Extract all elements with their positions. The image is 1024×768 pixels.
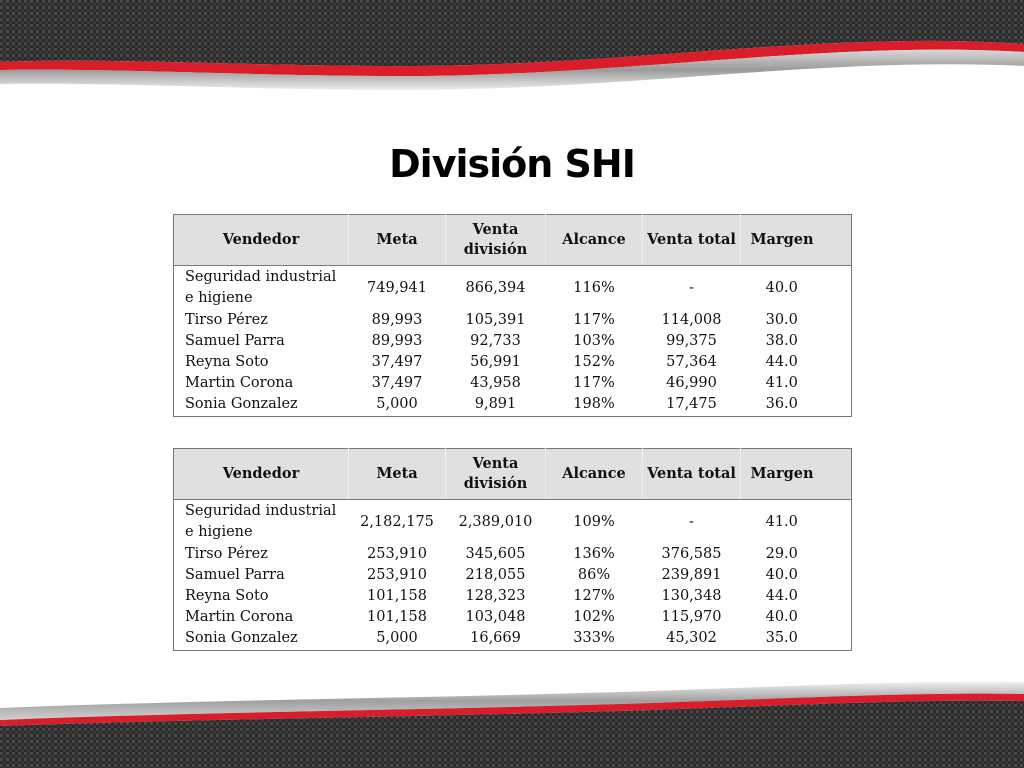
cell-venta-total: 376,585 xyxy=(661,546,722,562)
cell-venta-division: 56,991 xyxy=(470,354,521,370)
cell-vendedor: Samuel Parra xyxy=(185,567,285,583)
header-venta-division: Venta división xyxy=(446,215,546,266)
cell-vendedor: Tirso Pérez xyxy=(185,312,268,328)
cell-margen: 41.0 xyxy=(765,375,798,391)
table-row xyxy=(174,394,852,417)
header-meta: Meta xyxy=(349,449,446,500)
cell-venta-total: 57,364 xyxy=(666,354,717,370)
table-row xyxy=(174,586,852,607)
header-vendedor: Vendedor xyxy=(174,215,349,266)
cell-margen: 30.0 xyxy=(765,312,798,328)
cell-alcance: 117% xyxy=(573,375,615,391)
cell-vendedor: Reyna Soto xyxy=(185,354,269,370)
header-venta-division: Venta división xyxy=(446,449,546,500)
cell-margen: 36.0 xyxy=(765,396,798,412)
cell-margen: 40.0 xyxy=(765,567,798,583)
cell-meta: 37,497 xyxy=(371,354,423,370)
header-vendedor: Vendedor xyxy=(174,449,349,500)
bottom-decorative-band xyxy=(0,668,1024,768)
cell-venta-division: 103,048 xyxy=(465,609,526,625)
cell-venta-total: 115,970 xyxy=(661,609,722,625)
cell-venta-division: 43,958 xyxy=(470,375,521,391)
cell-margen: 40.0 xyxy=(765,609,798,625)
cell-margen: 41.0 xyxy=(765,513,798,530)
cell-margen: 44.0 xyxy=(765,354,798,370)
cell-alcance: 333% xyxy=(573,630,615,646)
cell-venta-total: 17,475 xyxy=(666,396,717,412)
cell-vendedor: Martin Corona xyxy=(185,375,294,391)
header-venta-total: Venta total xyxy=(643,215,741,266)
header-margen: Margen xyxy=(741,215,852,266)
cell-margen: 29.0 xyxy=(765,546,798,562)
cell-vendedor: Reyna Soto xyxy=(185,588,269,604)
cell-alcance: 152% xyxy=(573,354,615,370)
cell-venta-division: 866,394 xyxy=(465,279,526,296)
cell-venta-total: 239,891 xyxy=(661,567,722,583)
table-row xyxy=(174,266,852,311)
cell-venta-division: 128,323 xyxy=(465,588,526,604)
cell-alcance: 136% xyxy=(573,546,615,562)
table-header-row xyxy=(174,449,852,500)
cell-alcance: 127% xyxy=(573,588,615,604)
table-row xyxy=(174,628,852,651)
cell-alcance: 103% xyxy=(573,333,615,349)
cell-venta-division: 218,055 xyxy=(465,567,526,583)
table-row xyxy=(174,310,852,331)
cell-venta-total: 45,302 xyxy=(666,630,717,646)
slide-title: División SHI xyxy=(389,142,635,186)
cell-meta: 37,497 xyxy=(371,375,423,391)
cell-meta: 89,993 xyxy=(371,333,423,349)
cell-venta-total: 130,348 xyxy=(661,588,722,604)
cell-alcance: 116% xyxy=(573,279,615,296)
table-row xyxy=(174,544,852,565)
table-header-row xyxy=(174,215,852,266)
cell-meta: 253,910 xyxy=(367,567,427,583)
cell-venta-division: 2,389,010 xyxy=(458,513,533,530)
cell-venta-total: - xyxy=(689,513,694,530)
cell-venta-total: 114,008 xyxy=(661,312,722,328)
sales-table-2 xyxy=(173,448,852,651)
cell-venta-division: 345,605 xyxy=(465,546,526,562)
cell-alcance: 86% xyxy=(577,567,611,583)
cell-vendedor: Seguridad industrial e higiene xyxy=(185,269,337,306)
header-venta-total: Venta total xyxy=(643,449,741,500)
cell-meta: 253,910 xyxy=(367,546,427,562)
cell-venta-total: 46,990 xyxy=(666,375,717,391)
cell-meta: 89,993 xyxy=(371,312,423,328)
cell-alcance: 109% xyxy=(573,513,615,530)
cell-venta-total: - xyxy=(689,279,694,296)
cell-venta-division: 92,733 xyxy=(470,333,521,349)
cell-venta-division: 9,891 xyxy=(474,396,517,412)
cell-meta: 2,182,175 xyxy=(360,513,434,530)
cell-venta-division: 105,391 xyxy=(465,312,526,328)
table-row xyxy=(174,352,852,373)
cell-meta: 101,158 xyxy=(367,609,427,625)
cell-margen: 40.0 xyxy=(765,279,798,296)
table-row xyxy=(174,565,852,586)
header-alcance: Alcance xyxy=(546,449,643,500)
table-row xyxy=(174,500,852,545)
cell-margen: 44.0 xyxy=(765,588,798,604)
cell-vendedor: Sonia Gonzalez xyxy=(185,396,298,412)
cell-meta: 101,158 xyxy=(367,588,427,604)
header-alcance: Alcance xyxy=(546,215,643,266)
cell-vendedor: Tirso Pérez xyxy=(185,546,268,562)
cell-margen: 38.0 xyxy=(765,333,798,349)
table-row xyxy=(174,373,852,394)
cell-margen: 35.0 xyxy=(765,630,798,646)
cell-alcance: 198% xyxy=(573,396,615,412)
cell-venta-total: 99,375 xyxy=(666,333,717,349)
cell-alcance: 102% xyxy=(573,609,615,625)
top-decorative-band xyxy=(0,0,1024,100)
header-meta: Meta xyxy=(349,215,446,266)
header-margen: Margen xyxy=(741,449,852,500)
cell-meta: 749,941 xyxy=(367,279,427,296)
cell-vendedor: Seguridad industrial e higiene xyxy=(185,503,337,540)
table-row xyxy=(174,607,852,628)
cell-vendedor: Sonia Gonzalez xyxy=(185,630,298,646)
cell-alcance: 117% xyxy=(573,312,615,328)
cell-vendedor: Martin Corona xyxy=(185,609,294,625)
table-row xyxy=(174,331,852,352)
cell-vendedor: Samuel Parra xyxy=(185,333,285,349)
cell-meta: 5,000 xyxy=(376,396,418,412)
cell-venta-division: 16,669 xyxy=(470,630,521,646)
cell-meta: 5,000 xyxy=(376,630,418,646)
sales-table-1 xyxy=(173,214,852,417)
